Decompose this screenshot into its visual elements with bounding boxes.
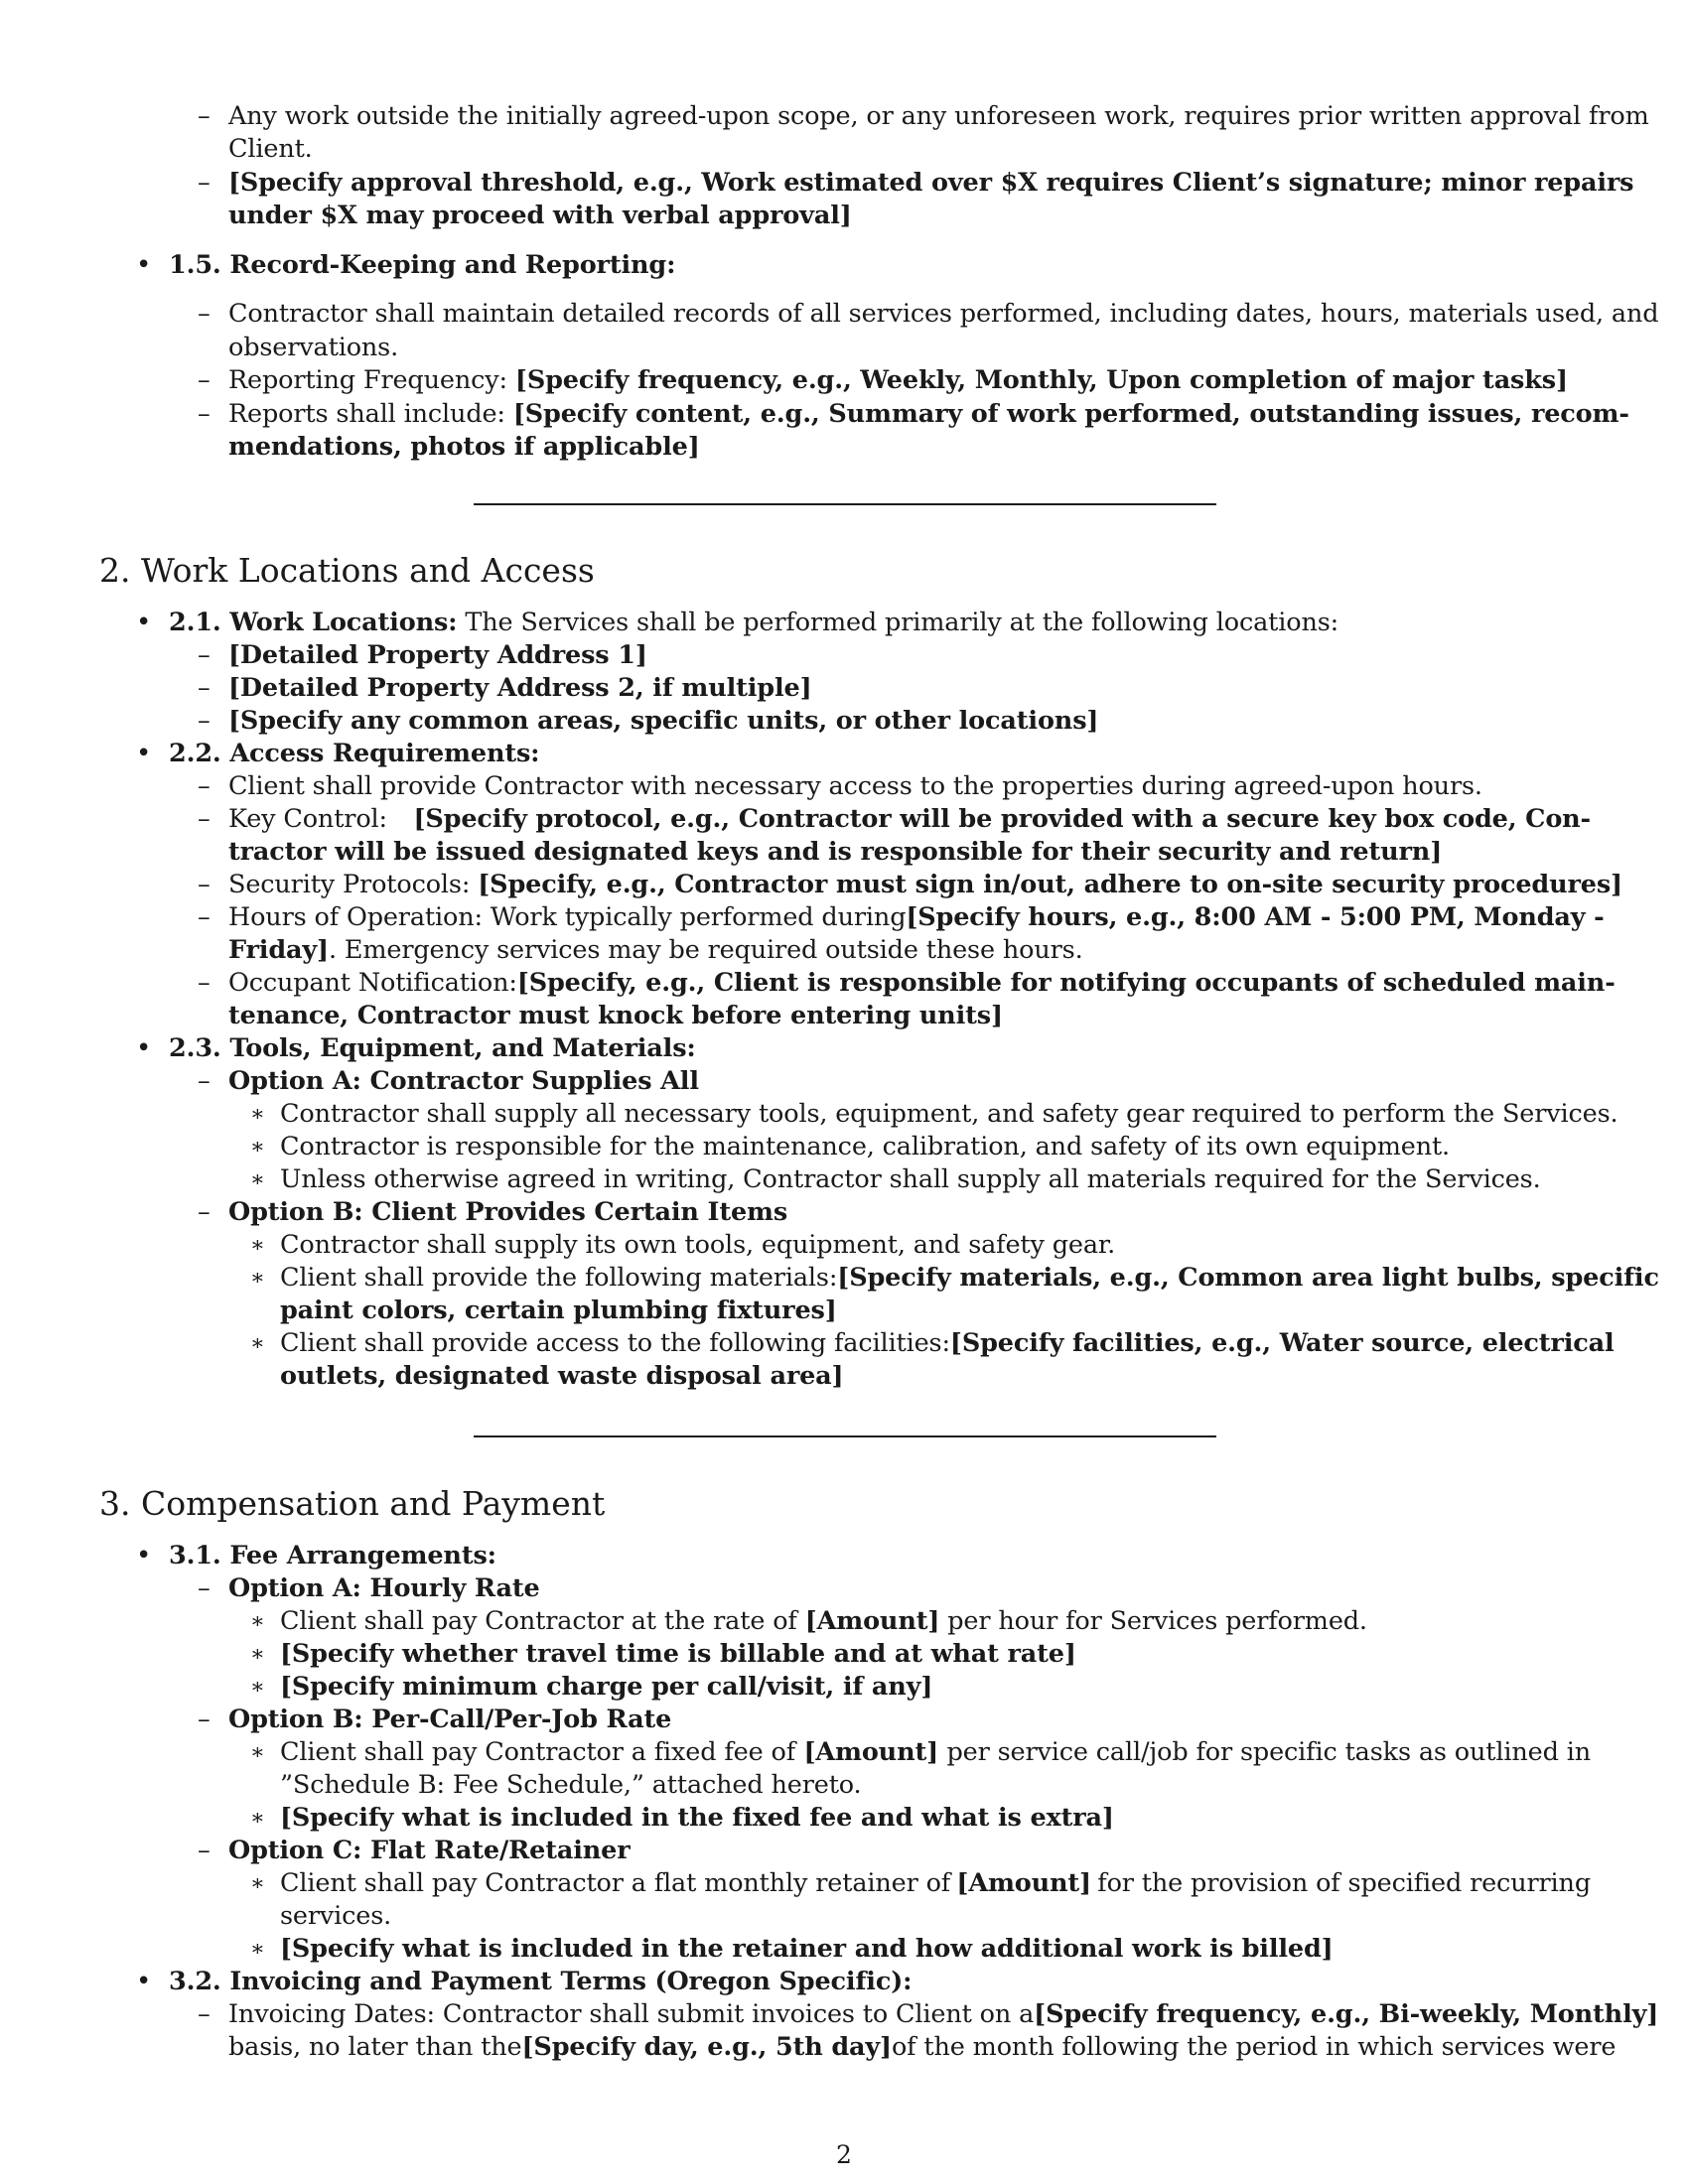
facilities-value-1: [Specify facilities, e.g., Water source, electrical <box>949 1328 1615 1358</box>
section-2-1-text: The Services shall be performed primarily at the following locations: <box>465 608 1339 637</box>
occupant-line-1 <box>228 967 1616 1000</box>
amount-placeholder: [Amount] <box>956 1868 1091 1898</box>
hours-line-1 <box>228 901 1605 934</box>
asterisk-marker: ∗ <box>250 1871 265 1896</box>
amount-placeholder: [Amount] <box>804 1606 940 1636</box>
asterisk-marker: ∗ <box>250 1266 265 1291</box>
dash-marker: – <box>198 101 211 131</box>
bullet-marker: • <box>136 739 152 768</box>
location-1: [Detailed Property Address 1] <box>228 640 647 670</box>
invoicing-line-2-post: of the month following the period in which services were <box>891 2032 1617 2062</box>
dash-marker: – <box>198 1705 211 1734</box>
dash-marker: – <box>198 1836 211 1865</box>
asterisk-marker: ∗ <box>250 1675 265 1700</box>
page-number: 2 <box>836 2140 852 2169</box>
fee-option-b-item-1-line-2: ”Schedule B: Fee Schedule,” attached hereto. <box>280 1770 862 1800</box>
asterisk-marker: ∗ <box>250 1167 265 1192</box>
invoicing-line-2 <box>228 2031 1617 2064</box>
asterisk-marker: ∗ <box>250 1740 265 1765</box>
fee-option-b-title: Option B: Per-Call/Per-Job Rate <box>228 1705 672 1734</box>
occupant-value-1: [Specify, e.g., Client is responsible for notifying occupants of scheduled main- <box>516 968 1616 998</box>
dash-marker: – <box>198 902 211 932</box>
section-3-1-title: 3.1. Fee Arrangements: <box>169 1541 496 1570</box>
hours-value-1: [Specify hours, e.g., 8:00 AM - 5:00 PM, Monday - <box>906 902 1605 932</box>
fee-option-a-title: Option A: Hourly Rate <box>228 1573 540 1603</box>
threshold-line-2: under $X may proceed with verbal approval] <box>228 201 852 230</box>
fixed-fee-post: per service call/job for specific tasks as outlined in <box>946 1737 1591 1767</box>
section-divider <box>474 503 1216 505</box>
fee-option-c-item-1-line-2: services. <box>280 1901 392 1931</box>
asterisk-marker: ∗ <box>250 1609 265 1634</box>
invoicing-label: Invoicing Dates: Contractor shall submit invoices to Client on a <box>228 1999 1035 2029</box>
section-2-2-title: 2.2. Access Requirements: <box>169 739 540 768</box>
hours-value-2: Friday] <box>228 935 329 965</box>
asterisk-marker: ∗ <box>250 1135 265 1160</box>
fee-option-a-item-1 <box>280 1605 1367 1638</box>
dash-marker: – <box>198 1066 211 1096</box>
section-3-heading: 3. Compensation and Payment <box>99 1484 606 1523</box>
section-2-1-title: 2.1. Work Locations: <box>169 608 458 637</box>
key-control-label: Key Control: <box>228 804 387 834</box>
dash-marker: – <box>198 1573 211 1603</box>
fee-option-b-item-2: [Specify what is included in the fixed fee and what is extra] <box>280 1803 1114 1833</box>
fee-option-c-item-1-line-1 <box>280 1867 1591 1900</box>
key-control-value-2: tractor will be issued designated keys and is responsible for their security and return] <box>228 837 1443 867</box>
materials-value-1: [Specify materials, e.g., Common area light bulbs, specific <box>837 1263 1659 1293</box>
reporting-frequency-label: Reporting Frequency: <box>228 365 507 395</box>
occupant-label: Occupant Notification: <box>228 968 517 998</box>
location-3: [Specify any common areas, specific units, or other locations] <box>228 706 1099 736</box>
tools-option-b-item-1: Contractor shall supply its own tools, equipment, and safety gear. <box>280 1230 1116 1260</box>
fee-option-c-item-2: [Specify what is included in the retainer and how additional work is billed] <box>280 1934 1334 1964</box>
bullet-marker: • <box>136 1541 152 1570</box>
hours-line-2 <box>228 934 1083 967</box>
invoicing-day-value: [Specify day, e.g., 5th day] <box>521 2032 892 2062</box>
reports-include <box>228 398 1629 431</box>
materials-value-2: paint colors, certain plumbing fixtures] <box>280 1296 837 1325</box>
fixed-fee-pre: Client shall pay Contractor a fixed fee of <box>280 1737 795 1767</box>
dash-marker: – <box>198 1999 211 2029</box>
dash-marker: – <box>198 804 211 834</box>
reports-include-value-2: mendations, photos if applicable] <box>228 432 700 462</box>
approval-line-1: Any work outside the initially agreed-upon scope, or any unforeseen work, requires prior written approval from <box>228 101 1649 131</box>
reports-include-label: Reports shall include: <box>228 399 505 429</box>
bullet-marker: • <box>136 608 152 637</box>
asterisk-marker: ∗ <box>250 1233 265 1258</box>
tools-option-b-item-2-line-1 <box>280 1262 1659 1295</box>
facilities-label: Client shall provide access to the following facilities: <box>280 1328 950 1358</box>
materials-label: Client shall provide the following materials: <box>280 1263 838 1293</box>
dash-marker: – <box>198 365 211 395</box>
invoicing-value: [Specify frequency, e.g., Bi-weekly, Monthly] <box>1034 1999 1659 2029</box>
retainer-post: for the provision of specified recurring <box>1097 1868 1591 1898</box>
fee-option-b-item-1-line-1 <box>280 1736 1591 1769</box>
occupant-value-2: tenance, Contractor must knock before entering units] <box>228 1001 1003 1030</box>
access-text: Client shall provide Contractor with necessary access to the properties during agreed-upon hours. <box>228 771 1482 801</box>
hourly-rate-pre: Client shall pay Contractor at the rate of <box>280 1606 797 1636</box>
retainer-pre: Client shall pay Contractor a flat monthly retainer of <box>280 1868 951 1898</box>
bullet-marker: • <box>136 1967 152 1996</box>
records-line-1: Contractor shall maintain detailed records of all services performed, including dates, hours, materials used, and <box>228 299 1659 329</box>
reporting-frequency <box>228 364 1568 397</box>
fee-option-a-item-3: [Specify minimum charge per call/visit, if any] <box>280 1672 933 1702</box>
asterisk-marker: ∗ <box>250 1806 265 1831</box>
dash-marker: – <box>198 640 211 670</box>
threshold-line-1: [Specify approval threshold, e.g., Work estimated over $X requires Client’s signature; minor repairs <box>228 168 1634 198</box>
bullet-marker: • <box>136 250 152 280</box>
records-line-2: observations. <box>228 333 399 362</box>
reporting-frequency-value: [Specify frequency, e.g., Weekly, Monthly, Upon completion of major tasks] <box>514 365 1568 395</box>
tools-option-b-item-3-line-1 <box>280 1327 1615 1360</box>
tools-option-a-item-1: Contractor shall supply all necessary tools, equipment, and safety gear required to perform the Services. <box>280 1099 1618 1129</box>
asterisk-marker: ∗ <box>250 1937 265 1962</box>
tools-option-a-item-3: Unless otherwise agreed in writing, Contractor shall supply all materials required for the Services. <box>280 1164 1541 1194</box>
location-2: [Detailed Property Address 2, if multiple] <box>228 673 812 703</box>
hours-label: Hours of Operation: Work typically performed during <box>228 902 907 932</box>
amount-placeholder: [Amount] <box>803 1737 939 1767</box>
tools-option-a-title: Option A: Contractor Supplies All <box>228 1066 699 1096</box>
section-1-5-title: 1.5. Record-Keeping and Reporting: <box>169 250 676 280</box>
dash-marker: – <box>198 706 211 736</box>
security-protocols <box>228 869 1622 901</box>
section-2-1 <box>169 607 1338 639</box>
fee-option-c-title: Option C: Flat Rate/Retainer <box>228 1836 631 1865</box>
dash-marker: – <box>198 299 211 329</box>
section-2-3-title: 2.3. Tools, Equipment, and Materials: <box>169 1033 696 1063</box>
section-2-heading: 2. Work Locations and Access <box>99 551 595 590</box>
dash-marker: – <box>198 968 211 998</box>
dash-marker: – <box>198 1197 211 1227</box>
invoicing-line-1 <box>228 1998 1659 2031</box>
hours-tail: . Emergency services may be required outside these hours. <box>328 935 1083 965</box>
section-3-2-title: 3.2. Invoicing and Payment Terms (Oregon Specific): <box>169 1967 913 1996</box>
dash-marker: – <box>198 771 211 801</box>
section-divider <box>474 1435 1216 1437</box>
asterisk-marker: ∗ <box>250 1102 265 1127</box>
asterisk-marker: ∗ <box>250 1642 265 1667</box>
dash-marker: – <box>198 673 211 703</box>
tools-option-b-title: Option B: Client Provides Certain Items <box>228 1197 788 1227</box>
tools-option-a-item-2: Contractor is responsible for the maintenance, calibration, and safety of its own equipment. <box>280 1132 1451 1161</box>
approval-line-2: Client. <box>228 134 313 164</box>
key-control-line-1 <box>228 803 1591 836</box>
reports-include-value-1: [Specify content, e.g., Summary of work performed, outstanding issues, recom- <box>512 399 1629 429</box>
facilities-value-2: outlets, designated waste disposal area] <box>280 1361 844 1391</box>
dash-marker: – <box>198 870 211 899</box>
security-protocols-value: [Specify, e.g., Contractor must sign in/out, adhere to on-site security procedures] <box>478 870 1622 899</box>
key-control-value-1: [Specify protocol, e.g., Contractor will be provided with a secure key box code, Con- <box>413 804 1591 834</box>
asterisk-marker: ∗ <box>250 1331 265 1356</box>
dash-marker: – <box>198 168 211 198</box>
dash-marker: – <box>198 399 211 429</box>
security-protocols-label: Security Protocols: <box>228 870 471 899</box>
invoicing-line-2-pre: basis, no later than the <box>228 2032 522 2062</box>
fee-option-a-item-2: [Specify whether travel time is billable and at what rate] <box>280 1639 1076 1669</box>
bullet-marker: • <box>136 1033 152 1063</box>
hourly-rate-post: per hour for Services performed. <box>947 1606 1367 1636</box>
